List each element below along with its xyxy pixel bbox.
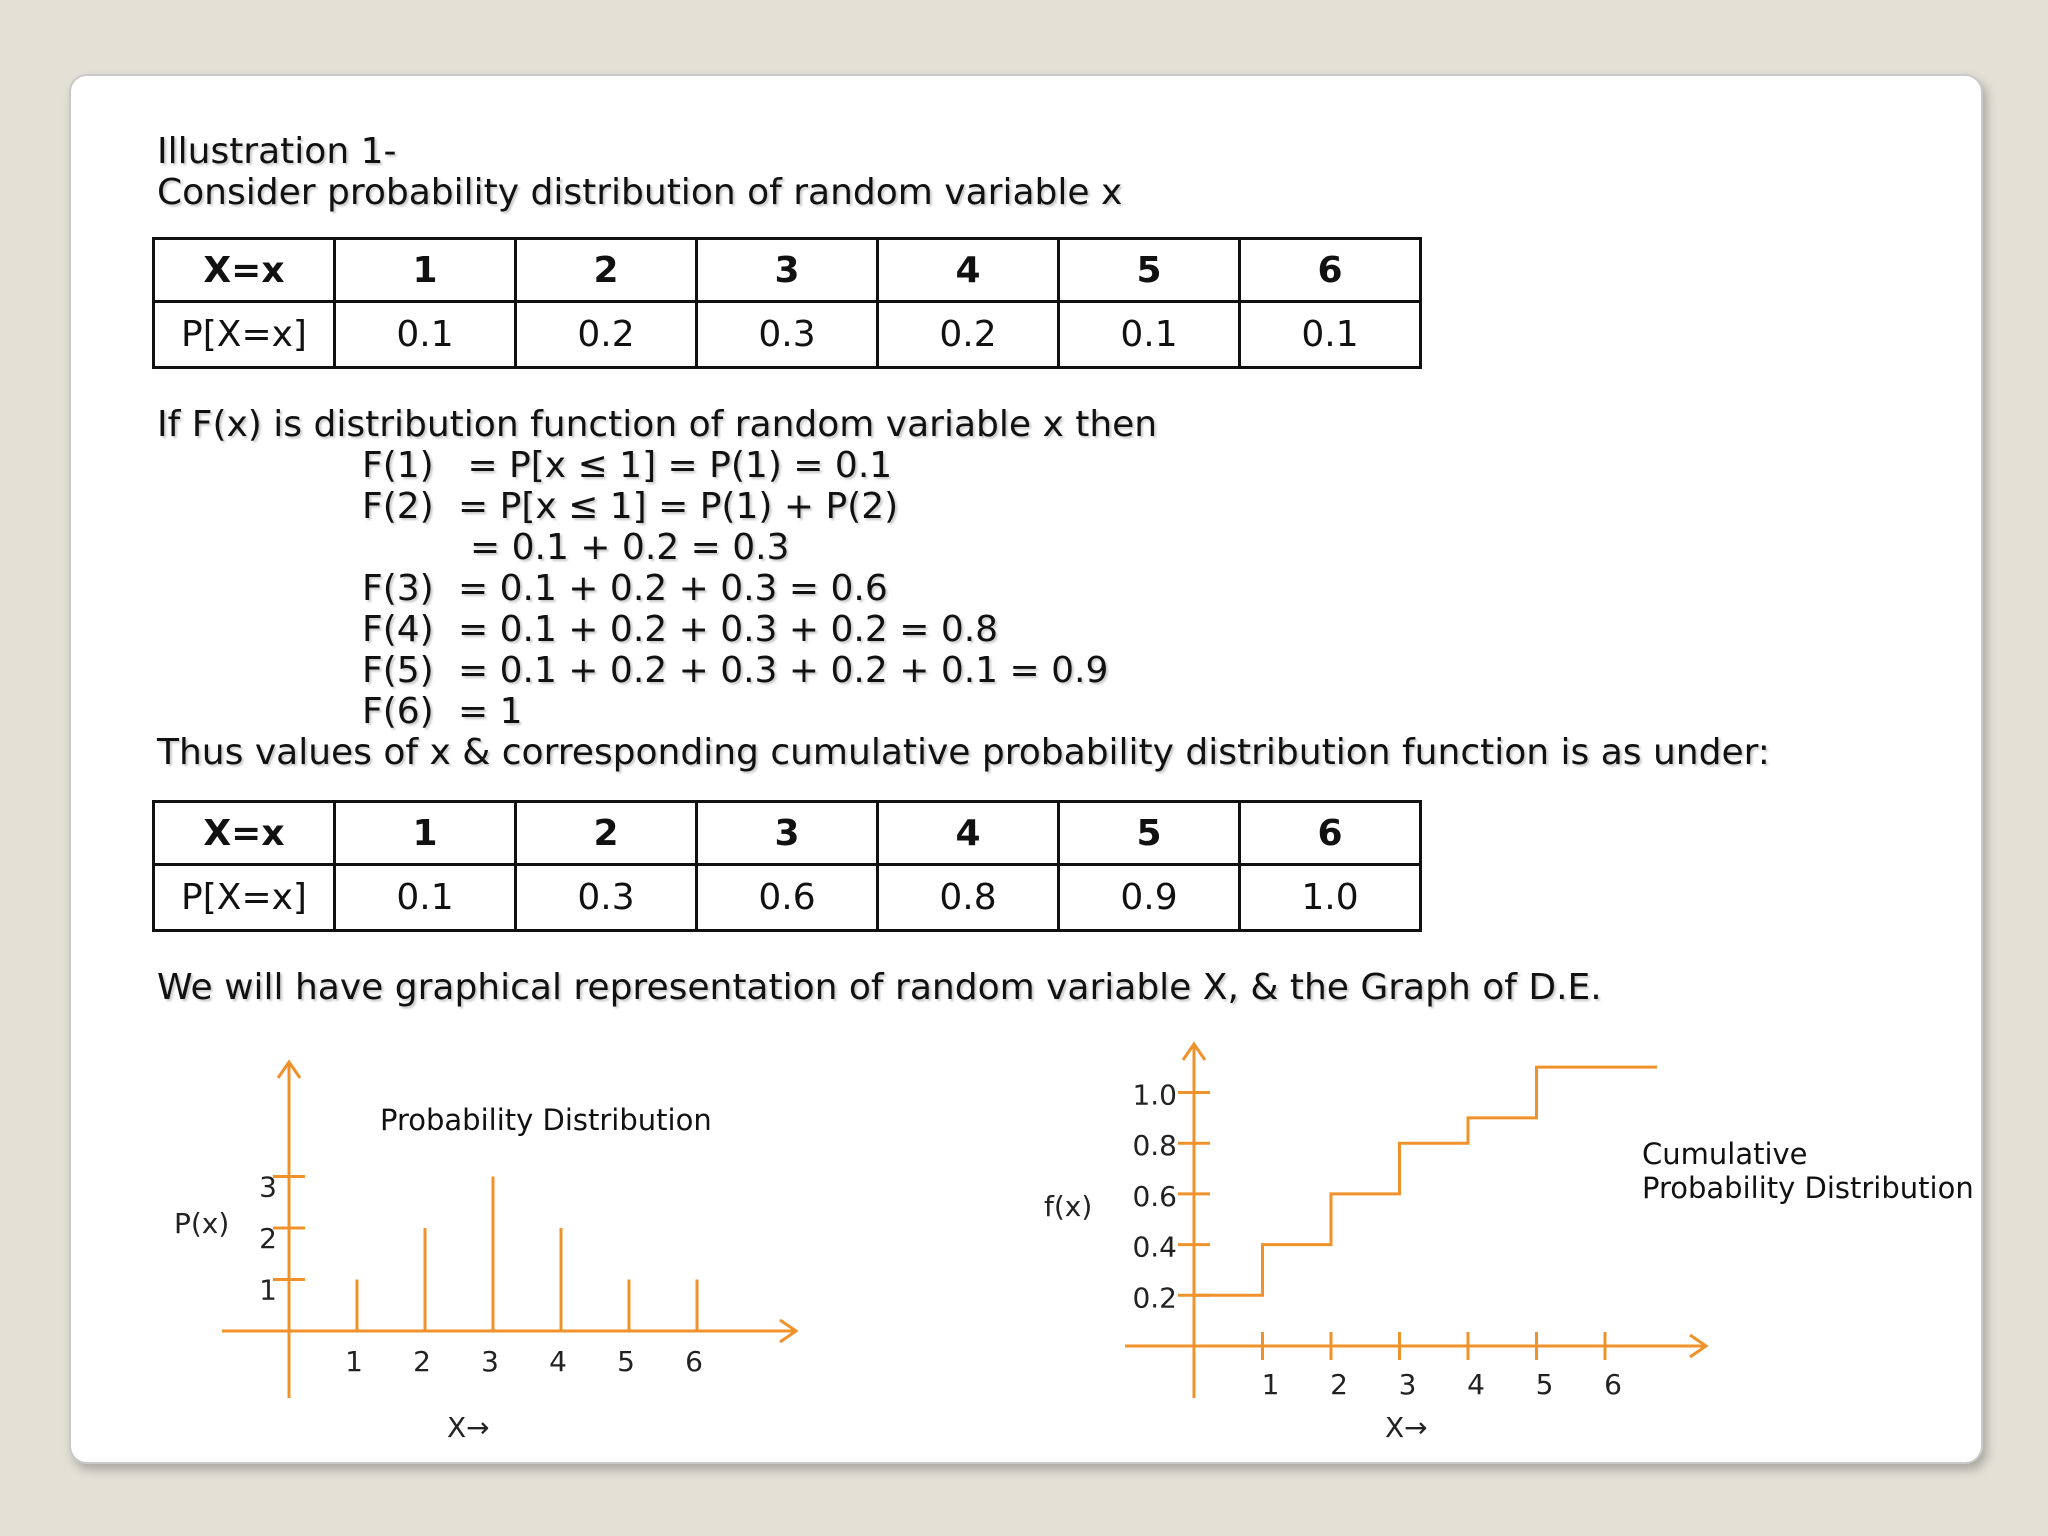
table-header-cell: 1 xyxy=(335,239,516,302)
table-cell: P[X=x] xyxy=(154,302,335,368)
chart-title: Probability Distribution xyxy=(380,1103,712,1137)
x-tick-label: 4 xyxy=(1467,1368,1485,1401)
table-cell: 0.1 xyxy=(1240,302,1421,368)
illustration-subtitle: Consider probability distribution of random variable x xyxy=(157,172,1123,213)
derivation-rhs: = P[x ≤ 1] = P(1) + P(2) xyxy=(458,486,899,527)
x-axis-label: X→ xyxy=(447,1411,490,1444)
derivation-rhs: = 0.1 + 0.2 + 0.3 + 0.2 + 0.1 = 0.9 xyxy=(458,650,1109,691)
x-tick-label: 3 xyxy=(481,1345,499,1378)
y-tick-label: 3 xyxy=(259,1170,277,1204)
derivation-lhs: F(3) xyxy=(362,568,434,609)
table-header-cell: 2 xyxy=(516,239,697,302)
table-cell: 0.3 xyxy=(516,865,697,931)
x-tick-label: 3 xyxy=(1398,1368,1417,1401)
y-axis-label: f(x) xyxy=(1044,1190,1093,1223)
y-axis-label: P(x) xyxy=(174,1207,230,1240)
x-tick-label: 6 xyxy=(1604,1368,1622,1401)
x-tick-label: 1 xyxy=(1261,1368,1280,1401)
table-cell: 0.6 xyxy=(697,865,878,931)
table-cell: 0.1 xyxy=(335,302,516,368)
table-header-cell: 3 xyxy=(697,239,878,302)
chart-subtitle: Probability Distribution xyxy=(1642,1171,1974,1205)
y-tick-label: 1 xyxy=(259,1273,277,1307)
derivation-lhs: F(6) xyxy=(362,691,434,732)
y-tick-label: 1.0 xyxy=(1132,1078,1177,1112)
table-cell: 0.1 xyxy=(1059,302,1240,368)
x-tick-label: 2 xyxy=(1330,1368,1348,1401)
table-cell: 0.2 xyxy=(878,302,1059,368)
derivation-lhs: F(1) xyxy=(362,445,434,486)
table-header-cell: 6 xyxy=(1240,239,1421,302)
y-tick-label: 0.2 xyxy=(1132,1281,1177,1315)
derivation-conclusion: Thus values of x & corresponding cumulative probability distribution function is as under: xyxy=(157,732,1770,773)
derivation-rhs: = P[x ≤ 1] = P(1) = 0.1 xyxy=(456,445,893,486)
x-tick-label: 5 xyxy=(617,1345,635,1378)
table-header-cell: 4 xyxy=(878,239,1059,302)
y-tick-label: 0.4 xyxy=(1132,1230,1177,1264)
x-tick-label: 4 xyxy=(549,1345,567,1378)
table-cell: 1.0 xyxy=(1240,865,1421,931)
table-cell: 0.3 xyxy=(697,302,878,368)
table-cell: P[X=x] xyxy=(154,865,335,931)
y-tick-label: 0.8 xyxy=(1132,1129,1177,1163)
graph-note: We will have graphical representation of random variable X, & the Graph of D.E. xyxy=(157,967,1602,1008)
y-tick-label: 0.6 xyxy=(1132,1179,1177,1213)
table-cell: 0.2 xyxy=(516,302,697,368)
derivation-intro: If F(x) is distribution function of random variable x then xyxy=(157,404,1158,445)
x-tick-label: 2 xyxy=(413,1345,431,1378)
x-axis-label: X→ xyxy=(1385,1411,1428,1444)
y-tick-label: 2 xyxy=(259,1222,277,1255)
table-cell: 0.8 xyxy=(878,865,1059,931)
x-tick-label: 6 xyxy=(685,1345,703,1378)
derivation-lhs: F(2) xyxy=(362,486,434,527)
table-header-cell: X=x xyxy=(154,239,335,302)
table-header-cell: 5 xyxy=(1059,239,1240,302)
x-tick-label: 1 xyxy=(345,1345,363,1378)
table-header-cell: 6 xyxy=(1240,802,1421,865)
derivation-rhs: = 0.1 + 0.2 + 0.3 + 0.2 = 0.8 xyxy=(458,609,999,650)
table-header-cell: 5 xyxy=(1059,802,1240,865)
table-header-cell: 1 xyxy=(335,802,516,865)
table-cell: 0.9 xyxy=(1059,865,1240,931)
derivation-rhs: = 0.1 + 0.2 = 0.3 xyxy=(470,527,790,568)
table-header-cell: X=x xyxy=(154,802,335,865)
chart-title: Cumulative xyxy=(1642,1137,1808,1171)
table-cell: 0.1 xyxy=(335,865,516,931)
table-header-cell: 2 xyxy=(516,802,697,865)
derivation-rhs: = 1 xyxy=(458,691,523,732)
illustration-title: Illustration 1- xyxy=(157,131,397,172)
derivation-lhs: F(5) xyxy=(362,650,434,691)
derivation-rhs: = 0.1 + 0.2 + 0.3 = 0.6 xyxy=(458,568,888,609)
table-header-cell: 4 xyxy=(878,802,1059,865)
x-tick-label: 5 xyxy=(1535,1368,1554,1401)
cumulative-step-line xyxy=(1194,1067,1657,1295)
table-header-cell: 3 xyxy=(697,802,878,865)
derivation-lhs: F(4) xyxy=(362,609,434,650)
